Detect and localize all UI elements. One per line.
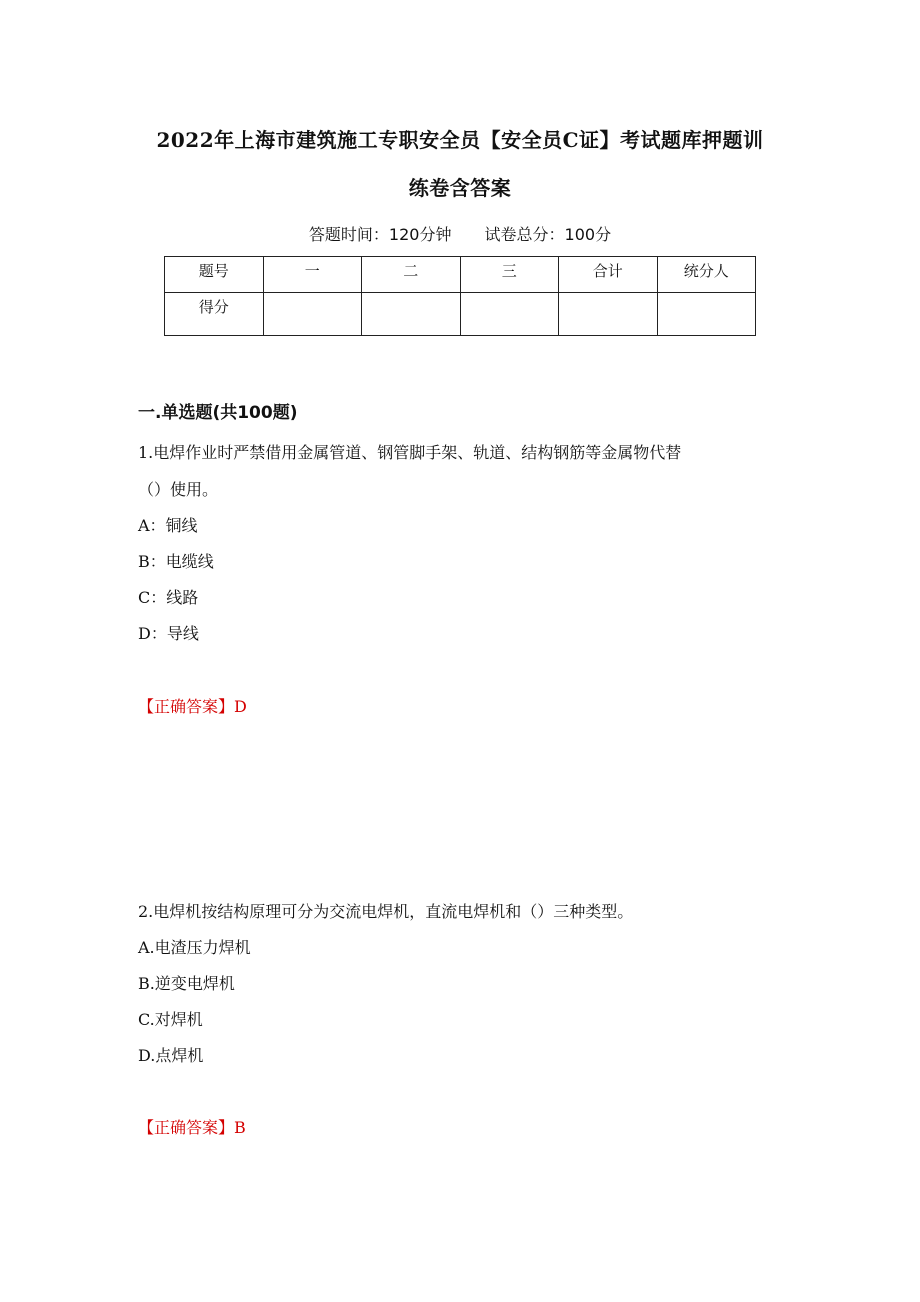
- question-1-stem-line2: （）使用。: [138, 480, 219, 499]
- score-header-cell: 统分人: [657, 257, 756, 293]
- score-header-cell: 一: [263, 257, 362, 293]
- score-table-score-row: [165, 293, 756, 336]
- question-2-option-b: B.逆变电焊机: [138, 974, 235, 993]
- document-title-line1: 2022年上海市建筑施工专职安全员【安全员C证】考试题库押题训: [156, 128, 764, 152]
- question-1-option-d: D：导线: [138, 624, 199, 643]
- question-1-stem-line1: 1.电焊作业时严禁借用金属管道、钢管脚手架、轨道、结构钢筋等金属物代替: [138, 443, 682, 462]
- exam-total-score: 试卷总分：100分: [484, 225, 612, 244]
- exam-meta: [0, 222, 920, 245]
- score-table: [164, 256, 756, 336]
- score-header-cell: 三: [460, 257, 559, 293]
- question-1-answer: 【正确答案】D: [138, 697, 247, 716]
- question-2-option-c: C.对焊机: [138, 1010, 203, 1029]
- question-1-option-a: A：铜线: [138, 516, 198, 535]
- score-header-cell: 题号: [165, 257, 264, 293]
- document-title-line2: 练卷含答案: [408, 176, 512, 200]
- score-cell: [657, 293, 756, 336]
- question-2-option-a: A.电渣压力焊机: [138, 938, 251, 957]
- question-1-option-b: B：电缆线: [138, 552, 214, 571]
- score-cell: [263, 293, 362, 336]
- score-cell: [362, 293, 461, 336]
- score-table-header-row: [165, 257, 756, 293]
- question-1-option-c: C：线路: [138, 588, 199, 607]
- question-2-answer: 【正确答案】B: [138, 1118, 246, 1137]
- exam-time: 答题时间：120分钟: [308, 225, 452, 244]
- score-row-label: 得分: [165, 293, 264, 336]
- question-2-option-d: D.点焊机: [138, 1046, 204, 1065]
- score-cell: [559, 293, 658, 336]
- score-header-cell: 二: [362, 257, 461, 293]
- score-header-cell: 合计: [559, 257, 658, 293]
- section-heading: 一.单选题(共100题): [138, 403, 298, 423]
- question-2-stem-line1: 2.电焊机按结构原理可分为交流电焊机，直流电焊机和（）三种类型。: [138, 902, 634, 921]
- score-cell: [460, 293, 559, 336]
